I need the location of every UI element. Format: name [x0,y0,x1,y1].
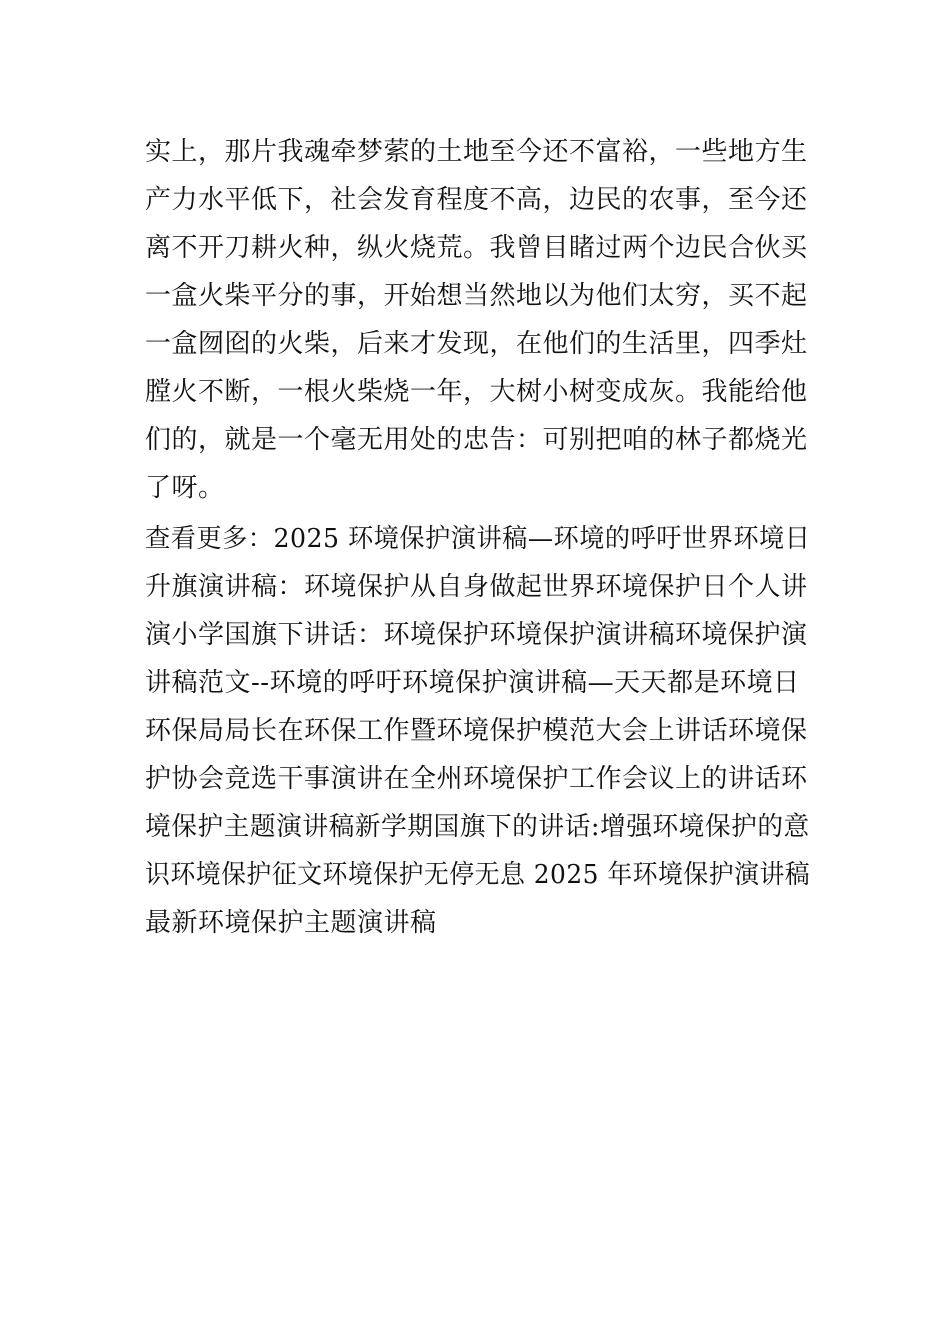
see-more-line: 最新环境保护主题演讲稿 [145,908,437,938]
paragraph-line: 实上，那片我魂牵梦萦的土地至今还不富裕，一些地方生 [145,137,808,167]
paragraph-line: 一盒火柴平分的事，开始想当然地以为他们太穷，买不起 [145,281,808,311]
see-more-line: 护协会竞选干事演讲在全州环境保护工作会议上的讲话环 [145,764,808,794]
paragraph-line: 了呀。 [145,473,225,503]
see-more-line: 环保局局长在环保工作暨环境保护模范大会上讲话环境保 [145,716,808,746]
see-more-line: 升旗演讲稿：环境保护从自身做起世界环境保护日个人讲 [145,572,808,602]
paragraph-line: 膛火不断，一根火柴烧一年，大树小树变成灰。我能给他 [145,377,808,407]
see-more-line: 境保护主题演讲稿新学期国旗下的讲话:增强环境保护的意 [145,812,810,842]
paragraph-line: 们的，就是一个毫无用处的忠告：可别把咱的林子都烧光 [145,425,808,455]
see-more-line: 识环境保护征文环境保护无停无息 2025 年环境保护演讲稿 [145,860,811,890]
see-more-line: 演小学国旗下讲话：环境保护环境保护演讲稿环境保护演 [145,620,808,650]
see-more-line: 讲稿范文--环境的呼吁环境保护演讲稿—天天都是环境日 [145,668,800,698]
paragraph-line: 一盒囫囵的火柴，后来才发现，在他们的生活里，四季灶 [145,329,808,359]
paragraph-line: 离不开刀耕火种，纵火烧荒。我曾目睹过两个边民合伙买 [145,233,808,263]
paragraph-line: 产力水平低下，社会发育程度不高，边民的农事，至今还 [145,185,808,215]
see-more-line: 查看更多：2025 环境保护演讲稿—环境的呼吁世界环境日 [145,524,811,554]
